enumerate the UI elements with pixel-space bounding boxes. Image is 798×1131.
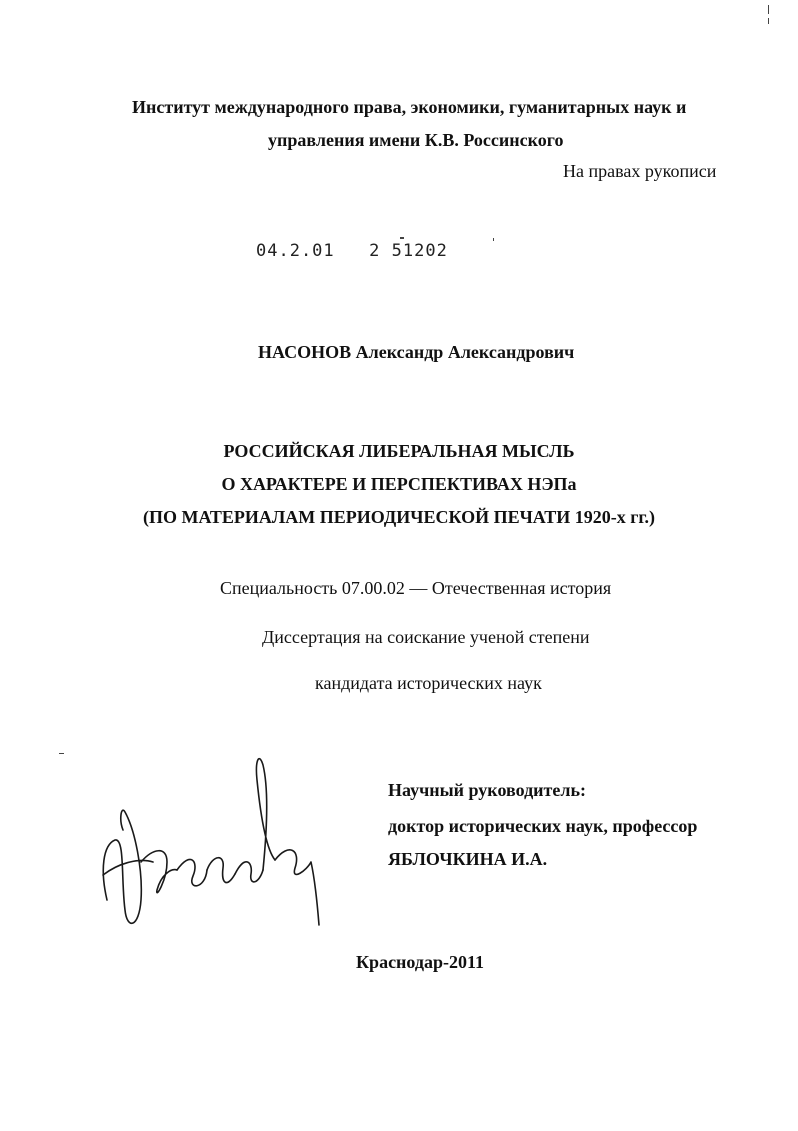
margin-mark: [59, 753, 64, 754]
institute-line-2: управления имени К.В. Россинского: [268, 130, 564, 150]
signature-stroke: [141, 851, 177, 893]
stamp-code-a: 04.2.01: [256, 241, 335, 261]
manuscript-note: На правах рукописи: [563, 161, 717, 181]
supervisor-name: ЯБЛОЧКИНА И.А.: [388, 849, 548, 869]
archive-stamp: [256, 241, 448, 261]
title-line-3: (ПО МАТЕРИАЛАМ ПЕРИОДИЧЕСКОЙ ПЕЧАТИ 1920-х гг.): [142, 507, 656, 527]
speck-mark: [493, 238, 494, 241]
edge-mark: [768, 18, 769, 24]
handwritten-signature: [95, 750, 325, 940]
specialty: Специальность 07.00.02 — Отечественная история: [220, 578, 612, 598]
stamp-mark: [400, 237, 404, 239]
supervisor-degree: доктор исторических наук, профессор: [388, 816, 698, 836]
institute-line-1: Институт международного права, экономики, гуманитарных наук и: [132, 97, 687, 117]
supervisor-label: Научный руководитель:: [388, 780, 586, 800]
signature-stroke: [275, 850, 319, 925]
signature-stroke: [207, 858, 235, 883]
signature-stroke: [235, 862, 263, 882]
title-line-1: РОССИЙСКАЯ ЛИБЕРАЛЬНАЯ МЫСЛЬ: [223, 441, 575, 461]
stamp-code-b: 2 51202: [369, 241, 448, 261]
signature-stroke: [256, 759, 275, 870]
signature-stroke: [103, 810, 141, 923]
author-name: НАСОНОВ Александр Александрович: [258, 342, 575, 362]
signature-stroke: [103, 861, 153, 875]
edge-mark: [768, 5, 769, 14]
signature-stroke: [177, 859, 207, 885]
city-year: Краснодар-2011: [356, 952, 485, 972]
dissertation-line-2: кандидата исторических наук: [315, 673, 542, 693]
title-line-2: О ХАРАКТЕРЕ И ПЕРСПЕКТИВАХ НЭПа: [221, 474, 577, 494]
dissertation-line-1: Диссертация на соискание ученой степени: [262, 627, 590, 647]
